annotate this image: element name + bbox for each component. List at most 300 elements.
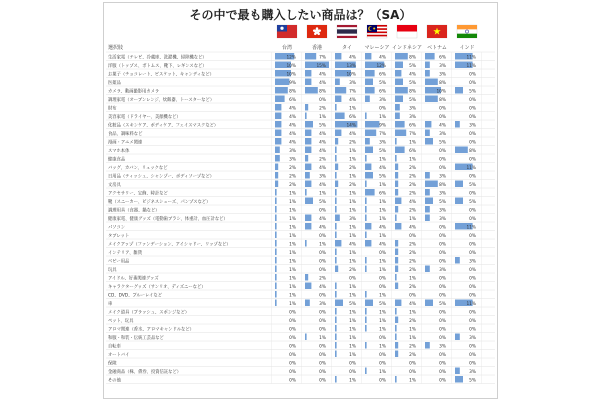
value-label: 5%: [409, 63, 416, 69]
column-header-malaysia: マレーシア: [364, 45, 390, 51]
value-bar: [275, 87, 288, 94]
value-bar: [275, 113, 281, 120]
value-bar: [365, 181, 367, 188]
value-label: 6%: [349, 114, 356, 120]
value-bar: [395, 317, 398, 324]
value-label: 8%: [439, 80, 446, 86]
value-bar: [395, 96, 403, 103]
value-label: 0%: [469, 250, 476, 256]
row-label: 自転車: [108, 344, 121, 350]
value-bar: [395, 147, 405, 154]
value-label: 4%: [409, 301, 416, 307]
value-label: 6%: [409, 148, 416, 154]
value-label: 0%: [469, 106, 476, 112]
value-bar: [365, 113, 367, 120]
flag-taiwan-icon: [277, 25, 297, 38]
value-bar: [275, 240, 277, 247]
value-bar: [335, 206, 337, 213]
value-bar: [335, 334, 337, 341]
row-label: その他: [108, 378, 121, 384]
value-bar: [365, 87, 375, 94]
value-label: 0%: [439, 378, 446, 384]
value-label: 5%: [379, 148, 386, 154]
value-label: 5%: [469, 182, 476, 188]
value-label: 2%: [349, 182, 356, 188]
value-label: 4%: [319, 72, 326, 78]
value-label: 0%: [469, 361, 476, 367]
value-label: 0%: [289, 352, 296, 358]
value-label: 1%: [349, 335, 356, 341]
value-label: 4%: [319, 225, 326, 231]
row-label: カメラ、動画撮影用カメラ: [108, 89, 160, 95]
value-label: 0%: [319, 318, 326, 324]
value-bar: [275, 223, 277, 230]
value-label: 7%: [319, 55, 326, 61]
value-bar: [395, 308, 397, 315]
value-label: 1%: [379, 369, 386, 375]
value-bar: [455, 257, 460, 264]
row-label: 文房具: [108, 182, 121, 188]
value-label: 3%: [469, 369, 476, 375]
value-bar: [335, 96, 341, 103]
value-label: 0%: [469, 216, 476, 222]
value-bar: [395, 249, 398, 256]
flag-vietnam-icon: [427, 25, 447, 38]
value-label: 1%: [349, 310, 356, 316]
value-label: 4%: [349, 55, 356, 61]
flag-hongkong-icon: [307, 25, 327, 38]
table-row: [106, 265, 495, 273]
value-label: 12%: [376, 63, 386, 69]
value-label: 2%: [409, 242, 416, 248]
value-bar: [305, 223, 311, 230]
value-label: 6%: [379, 89, 386, 95]
value-bar: [365, 308, 367, 315]
row-label: 食品、調味料など: [108, 131, 143, 137]
value-bar: [395, 342, 398, 349]
value-label: 3%: [439, 344, 446, 350]
value-label: 0%: [469, 267, 476, 273]
value-bar: [395, 104, 400, 111]
row-label: 金融商品（株、債券、投資信託など）: [108, 369, 182, 375]
value-label: 5%: [439, 301, 446, 307]
value-bar: [395, 87, 408, 94]
value-label: 3%: [289, 148, 296, 154]
value-label: 1%: [289, 199, 296, 205]
value-bar: [275, 189, 277, 196]
value-label: 0%: [349, 361, 356, 367]
value-bar: [455, 121, 460, 128]
value-label: 4%: [319, 284, 326, 290]
table-row: [106, 103, 495, 111]
value-bar: [365, 130, 376, 137]
value-label: 5%: [379, 80, 386, 86]
value-bar: [365, 215, 367, 222]
value-label: 2%: [319, 106, 326, 112]
value-bar: [395, 266, 398, 273]
value-bar: [275, 206, 277, 213]
value-bar: [335, 53, 341, 60]
value-label: 0%: [409, 293, 416, 299]
row-label: パソコン: [108, 225, 126, 231]
value-label: 0%: [349, 276, 356, 282]
value-label: 1%: [379, 259, 386, 265]
value-label: 1%: [409, 327, 416, 333]
value-bar: [335, 291, 337, 298]
value-label: 3%: [379, 140, 386, 146]
value-label: 0%: [439, 352, 446, 358]
value-label: 0%: [319, 208, 326, 214]
table-row: [106, 341, 495, 349]
value-label: 0%: [469, 352, 476, 358]
value-bar: [395, 334, 397, 341]
value-label: 2%: [289, 165, 296, 171]
value-bar: [395, 223, 401, 230]
value-label: 0%: [379, 352, 386, 358]
value-label: 11%: [466, 63, 476, 69]
value-bar: [365, 79, 373, 86]
value-label: 1%: [319, 335, 326, 341]
table-row: [106, 154, 495, 162]
value-label: 1%: [379, 182, 386, 188]
value-bar: [305, 164, 311, 171]
value-label: 5%: [439, 140, 446, 146]
value-bar: [275, 198, 277, 205]
value-bar: [275, 215, 277, 222]
value-bar: [275, 257, 277, 264]
value-label: 11%: [466, 301, 476, 307]
value-bar: [365, 240, 371, 247]
value-label: 1%: [289, 191, 296, 197]
value-label: 1%: [289, 250, 296, 256]
value-bar: [395, 62, 403, 69]
value-label: 7%: [409, 131, 416, 137]
value-label: 0%: [289, 344, 296, 350]
value-label: 4%: [319, 140, 326, 146]
table-row: [106, 95, 495, 103]
flag-malaysia-icon: [367, 25, 387, 38]
value-label: 5%: [349, 301, 356, 307]
value-label: 0%: [319, 361, 326, 367]
value-label: 1%: [409, 216, 416, 222]
value-label: 1%: [379, 310, 386, 316]
value-label: 2%: [409, 182, 416, 188]
value-label: 2%: [409, 250, 416, 256]
row-label: 美容家電（ドライヤー、美顔機など）: [108, 114, 181, 120]
value-label: 0%: [439, 106, 446, 112]
row-label: 健康家電、健康グッズ（電動歯ブラシ、体重計、血圧計など）: [108, 216, 228, 222]
value-label: 0%: [289, 310, 296, 316]
row-label: 調理家電（オーブンレンジ、炊飯器、トースターなど）: [108, 97, 215, 103]
survey-table: [104, 3, 497, 398]
value-label: 4%: [379, 55, 386, 61]
row-label: アクセサリー、宝飾、時計など: [108, 191, 168, 197]
table-row: [106, 120, 495, 128]
column-header-indonesia: インドネシア: [392, 45, 422, 51]
value-label: 3%: [439, 208, 446, 214]
value-label: 3%: [439, 63, 446, 69]
row-label: アロマ関連（香水、アロマキャンドルなど）: [108, 327, 194, 333]
value-bar: [275, 79, 289, 86]
value-label: 1%: [349, 157, 356, 163]
value-label: 0%: [439, 225, 446, 231]
flag-indonesia-icon: [397, 25, 417, 38]
column-header-hongkong: 香港: [311, 45, 323, 51]
value-bar: [305, 130, 311, 137]
column-header-thailand: タイ: [342, 45, 352, 51]
value-bar: [305, 181, 311, 188]
value-label: 0%: [439, 233, 446, 239]
value-label: 1%: [349, 327, 356, 333]
table-row: [106, 307, 495, 315]
value-label: 2%: [319, 157, 326, 163]
value-label: 1%: [349, 106, 356, 112]
value-bar: [365, 147, 373, 154]
table-row: [106, 239, 495, 247]
value-bar: [395, 53, 408, 60]
value-label: 1%: [379, 216, 386, 222]
value-bar: [425, 181, 438, 188]
value-label: 1%: [289, 293, 296, 299]
value-bar: [305, 87, 318, 94]
value-bar: [335, 308, 337, 315]
value-label: 0%: [469, 310, 476, 316]
value-bar: [395, 283, 398, 290]
value-label: 0%: [469, 318, 476, 324]
value-bar: [425, 172, 430, 179]
value-bar: [305, 274, 308, 281]
value-bar: [335, 198, 337, 205]
table-row: [106, 256, 495, 264]
value-label: 3%: [439, 174, 446, 180]
value-bar: [305, 155, 308, 162]
table-row: [106, 367, 495, 375]
value-bar: [365, 138, 370, 145]
value-bar: [335, 300, 343, 307]
row-label: お菓子（チョコレート、ビスケット、キャンディなど）: [108, 72, 214, 78]
value-bar: [395, 70, 401, 77]
value-bar: [455, 198, 463, 205]
value-label: 4%: [409, 199, 416, 205]
value-label: 0%: [469, 208, 476, 214]
value-label: 4%: [319, 148, 326, 154]
value-label: 12%: [286, 55, 296, 61]
value-bar: [275, 291, 277, 298]
value-label: 3%: [289, 157, 296, 163]
value-label: 5%: [379, 174, 386, 180]
value-bar: [395, 274, 397, 281]
value-bar: [335, 249, 337, 256]
column-header-vietnam: ベトナム: [427, 45, 447, 51]
value-label: 3%: [439, 216, 446, 222]
table-row: [106, 146, 495, 154]
value-label: 8%: [469, 148, 476, 154]
table-row: [106, 324, 495, 332]
table-row: [106, 129, 495, 137]
value-label: 1%: [289, 276, 296, 282]
value-label: 0%: [379, 106, 386, 112]
value-label: 0%: [469, 140, 476, 146]
value-label: 0%: [469, 327, 476, 333]
row-label: ペット、玩具: [108, 318, 134, 324]
table-row: [106, 86, 495, 94]
value-bar: [395, 79, 403, 86]
value-label: 0%: [469, 242, 476, 248]
row-label: 車: [108, 301, 113, 307]
table-row: [106, 222, 495, 230]
value-label: 1%: [289, 242, 296, 248]
value-label: 0%: [319, 344, 326, 350]
value-label: 4%: [289, 106, 296, 112]
row-label: 靴（スニーカー、ビジネスシューズ、パンプスなど）: [108, 199, 211, 205]
value-bar: [455, 147, 468, 154]
value-bar: [395, 138, 397, 145]
table-row: [106, 69, 495, 77]
value-label: 3%: [409, 114, 416, 120]
table-row: [106, 205, 495, 213]
value-label: 0%: [319, 267, 326, 273]
value-label: 2%: [409, 174, 416, 180]
value-label: 0%: [469, 157, 476, 163]
value-label: 1%: [379, 327, 386, 333]
value-label: 0%: [379, 361, 386, 367]
value-label: 1%: [349, 208, 356, 214]
value-label: 0%: [439, 242, 446, 248]
value-label: 1%: [319, 242, 326, 248]
value-label: 8%: [409, 55, 416, 61]
value-label: 5%: [319, 199, 326, 205]
value-label: 0%: [319, 378, 326, 384]
value-label: 1%: [349, 318, 356, 324]
value-label: 6%: [409, 123, 416, 129]
value-bar: [335, 172, 337, 179]
value-label: 0%: [439, 157, 446, 163]
value-label: 1%: [349, 191, 356, 197]
value-bar: [335, 189, 337, 196]
table-row: [106, 61, 495, 69]
value-label: 3%: [349, 216, 356, 222]
column-header-taiwan: 台湾: [281, 45, 293, 51]
value-bar: [425, 79, 438, 86]
value-bar: [395, 257, 398, 264]
value-label: 1%: [379, 293, 386, 299]
value-label: 2%: [409, 191, 416, 197]
value-bar: [365, 342, 367, 349]
value-bar: [335, 113, 345, 120]
value-bar: [305, 113, 307, 120]
table-row: [106, 180, 495, 188]
value-label: 1%: [349, 378, 356, 384]
value-bar: [335, 87, 346, 94]
value-label: 0%: [379, 284, 386, 290]
value-label: 1%: [289, 259, 296, 265]
value-bar: [425, 266, 430, 273]
value-bar: [365, 300, 373, 307]
value-bar: [275, 130, 281, 137]
value-label: 0%: [469, 276, 476, 282]
value-bar: [395, 181, 398, 188]
row-label: アイドル、好番関連グッズ: [108, 276, 159, 282]
value-label: 5%: [379, 301, 386, 307]
value-bar: [425, 96, 438, 103]
value-label: 1%: [409, 140, 416, 146]
value-label: 4%: [319, 131, 326, 137]
value-bar: [365, 291, 367, 298]
value-label: 3%: [439, 131, 446, 137]
value-label: 0%: [469, 344, 476, 350]
value-label: 4%: [349, 131, 356, 137]
value-bar: [365, 317, 367, 324]
value-label: 0%: [319, 233, 326, 239]
value-bar: [335, 351, 337, 358]
value-label: 1%: [349, 148, 356, 154]
value-label: 0%: [439, 148, 446, 154]
value-label: 8%: [439, 97, 446, 103]
row-label: オートバイ: [108, 352, 130, 358]
value-label: 1%: [349, 293, 356, 299]
value-bar: [275, 164, 278, 171]
value-label: 0%: [289, 378, 296, 384]
value-label: 4%: [379, 165, 386, 171]
value-bar: [365, 53, 371, 60]
row-label: ベビー用品: [108, 259, 130, 265]
value-label: 0%: [349, 369, 356, 375]
value-label: 3%: [379, 97, 386, 103]
value-label: 0%: [469, 174, 476, 180]
value-bar: [395, 130, 406, 137]
value-label: 4%: [379, 242, 386, 248]
value-label: 0%: [469, 191, 476, 197]
value-label: 0%: [289, 369, 296, 375]
value-label: 0%: [439, 114, 446, 120]
row-label: インテリア、雑貨: [108, 250, 143, 256]
value-label: 1%: [349, 259, 356, 265]
value-label: 1%: [349, 233, 356, 239]
value-label: 2%: [409, 284, 416, 290]
value-bar: [275, 96, 285, 103]
column-header-india: インド: [459, 45, 475, 51]
value-bar: [275, 283, 277, 290]
row-label: 漫画・アニメ関連: [108, 140, 143, 146]
value-label: 1%: [289, 225, 296, 231]
value-label: 4%: [349, 97, 356, 103]
value-bar: [455, 334, 460, 341]
value-label: 5%: [319, 123, 326, 129]
value-bar: [275, 104, 281, 111]
value-label: 0%: [469, 72, 476, 78]
value-label: 1%: [319, 191, 326, 197]
table-row: [106, 316, 495, 324]
value-bar: [335, 317, 337, 324]
value-label: 0%: [439, 310, 446, 316]
value-label: 0%: [439, 293, 446, 299]
value-bar: [395, 300, 401, 307]
value-label: 1%: [289, 233, 296, 239]
row-label: バッグ、カバン、リュックなど: [108, 165, 168, 171]
value-bar: [365, 266, 367, 273]
value-label: 2%: [409, 344, 416, 350]
value-bar: [335, 257, 337, 264]
value-label: 7%: [349, 89, 356, 95]
table-row: [106, 137, 495, 145]
value-label: 3%: [469, 259, 476, 265]
value-label: 4%: [289, 140, 296, 146]
value-label: 8%: [319, 89, 326, 95]
value-label: 10%: [286, 72, 296, 78]
value-bar: [455, 376, 463, 383]
value-label: 2%: [349, 140, 356, 146]
table-row: [106, 299, 495, 307]
